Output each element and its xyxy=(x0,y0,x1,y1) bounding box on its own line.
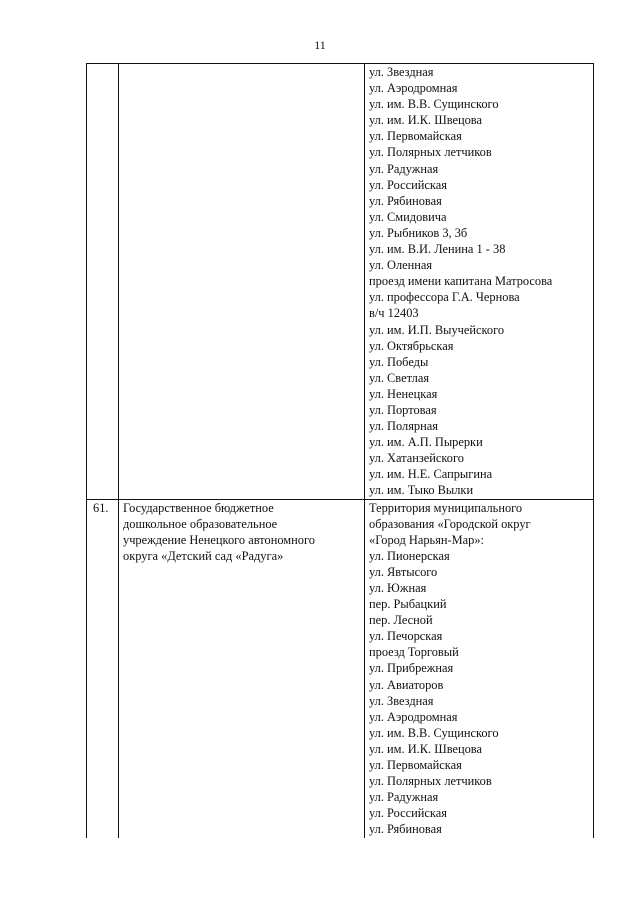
street-item: ул. Аэродромная xyxy=(369,81,458,96)
street-item: ул. Хатанзейского xyxy=(369,451,464,466)
street-item: ул. Прибрежная xyxy=(369,661,454,676)
table-row xyxy=(87,64,594,500)
street-item: ул. профессора Г.А. Чернова xyxy=(369,290,520,305)
street-item: в/ч 12403 xyxy=(369,306,419,321)
organization-cell xyxy=(119,499,365,837)
street-item: ул. Ненецкая xyxy=(369,386,438,401)
street-item: ул. Полярных летчиков xyxy=(369,774,492,789)
street-item: ул. Смидовича xyxy=(369,209,447,224)
street-item: ул. Победы xyxy=(369,354,429,369)
street-item: ул. Аэродромная xyxy=(369,709,458,724)
street-item: ул. Южная xyxy=(369,581,427,595)
street-item: ул. им. В.В. Сущинского xyxy=(369,725,499,740)
organization-name-line: дошкольное образовательное xyxy=(123,516,278,531)
organization-name-line: округа «Детский сад «Радуга» xyxy=(123,548,284,563)
street-item: ул. Светлая xyxy=(369,370,430,385)
street-item: ул. им. Н.Е. Сапрыгина xyxy=(369,467,493,482)
street-item: ул. Звездная xyxy=(369,693,434,708)
street-item: проезд Торговый xyxy=(369,645,459,660)
kindergarten-territory-table xyxy=(86,63,594,838)
street-item: ул. Первомайская xyxy=(369,129,462,144)
street-item: ул. им. И.К. Швецова xyxy=(369,113,482,128)
street-item: ул. им. А.П. Пырерки xyxy=(369,435,483,450)
territory-intro-line: «Город Нарьян-Мар»: xyxy=(369,532,484,547)
street-item: ул. Радужная xyxy=(369,161,439,176)
territory-intro-line: образования «Городской округ xyxy=(369,516,531,531)
organization-cell xyxy=(119,64,365,500)
page-number: 11 xyxy=(314,38,326,52)
street-item: ул. им. И.П. Выучейского xyxy=(369,322,505,337)
street-item: ул. им. В.В. Сущинского xyxy=(369,97,499,112)
street-item: ул. Полярная xyxy=(369,419,438,434)
street-item: ул. Рыбников 3, 3б xyxy=(369,225,468,240)
street-item: ул. Звездная xyxy=(369,65,434,79)
street-item: ул. Оленная xyxy=(369,258,433,273)
street-item: ул. Российская xyxy=(369,806,447,821)
street-item: ул. Рябиновая xyxy=(369,822,442,837)
street-item: проезд имени капитана Матросова xyxy=(369,274,553,289)
organization-name-line: Государственное бюджетное xyxy=(123,500,274,515)
street-item: ул. Пионерская xyxy=(369,548,450,563)
organization-name-line: учреждение Ненецкого автономного xyxy=(123,532,315,547)
street-item: ул. им. Тыко Вылки xyxy=(369,483,474,498)
territory-intro-line: Территория муниципального xyxy=(369,500,523,515)
street-item: ул. Рябиновая xyxy=(369,193,442,208)
street-item: ул. Явтысого xyxy=(369,564,438,579)
street-item: пер. Лесной xyxy=(369,613,433,628)
street-item: ул. Портовая xyxy=(369,402,437,417)
street-item: ул. им. И.К. Швецова xyxy=(369,741,482,756)
street-item: ул. Октябрьская xyxy=(369,338,454,353)
row-number-cell xyxy=(87,64,119,500)
street-item: ул. Радужная xyxy=(369,790,439,805)
street-item: ул. Авиаторов xyxy=(369,677,444,692)
row-number-cell: 61. xyxy=(87,499,119,837)
territory-cell xyxy=(365,499,594,837)
table-row xyxy=(87,499,594,837)
street-item: ул. им. В.И. Ленина 1 - 38 xyxy=(369,242,506,257)
territory-cell xyxy=(365,64,594,500)
street-item: ул. Первомайская xyxy=(369,758,462,773)
street-item: пер. Рыбацкий xyxy=(369,597,447,612)
street-item: ул. Российская xyxy=(369,177,447,192)
street-item: ул. Печорская xyxy=(369,629,443,644)
street-item: ул. Полярных летчиков xyxy=(369,145,492,160)
